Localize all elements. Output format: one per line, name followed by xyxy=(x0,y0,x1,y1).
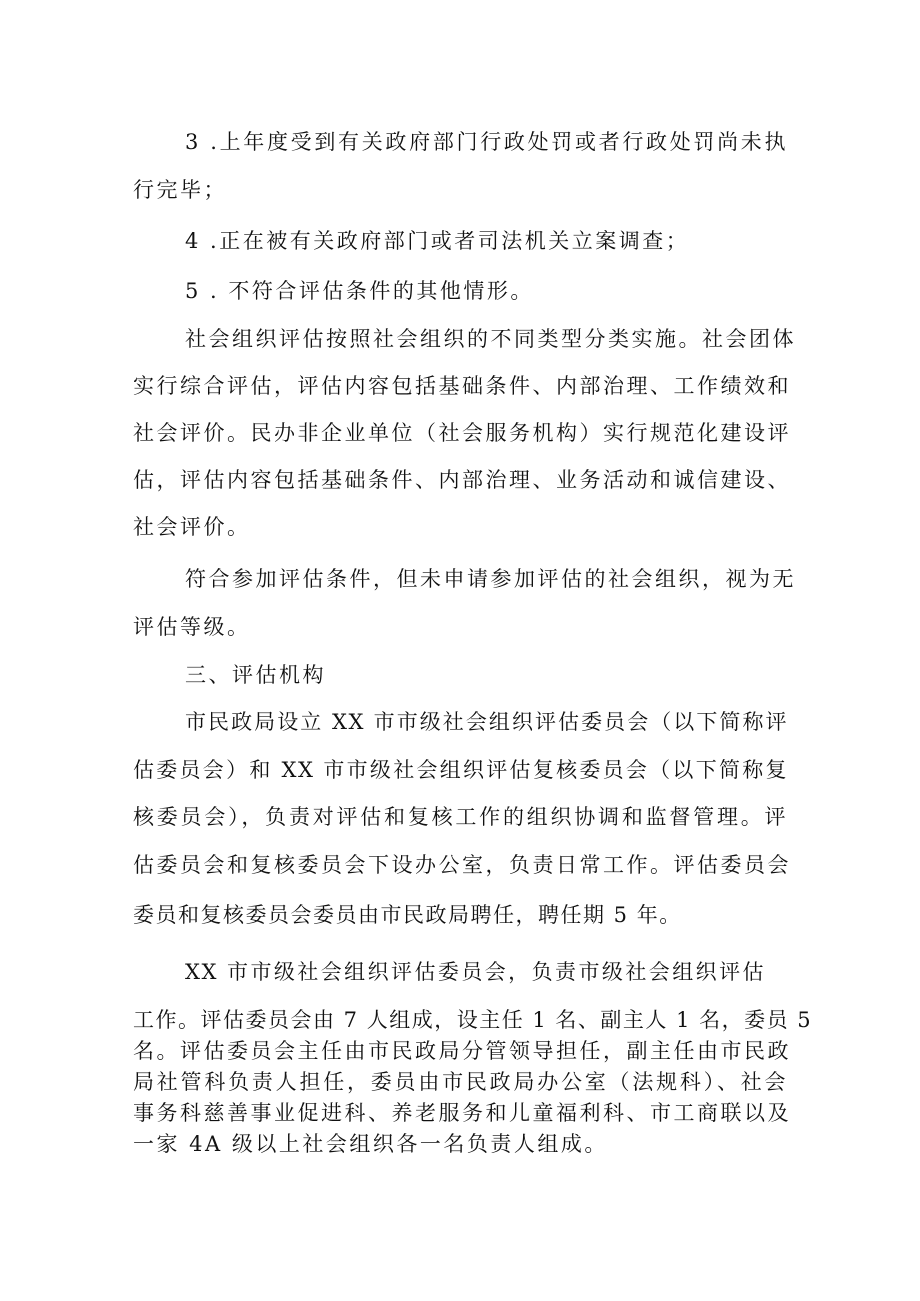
text-line: 5 . 不符合评估条件的其他情形。 xyxy=(185,279,534,303)
section-heading: 三、评估机构 xyxy=(185,663,326,687)
text-line: XX 市市级社会组织评估委员会，负责市级社会组织评估 xyxy=(185,960,765,984)
text-line: 事务科慈善事业促进科、养老服务和儿童福利科、市工商联以及 xyxy=(133,1101,791,1125)
text-line: 一家 4A 级以上社会组织各一名负责人组成。 xyxy=(133,1132,608,1156)
text-line: 核委员会），负责对评估和复核工作的组织协调和监督管理。评 xyxy=(133,805,788,829)
text-line: 局社管科负责人担任，委员由市民政局办公室（法规科）、社会 xyxy=(133,1070,788,1094)
text-line: 工作。评估委员会由 7 人组成，设主任 1 名、副主人 1 名，委员 5 xyxy=(133,1008,813,1032)
text-line: 市民政局设立 XX 市市级社会组织评估委员会（以下简称评 xyxy=(185,710,788,734)
text-line: 符合参加评估条件，但未申请参加评估的社会组织，视为无 xyxy=(185,567,796,591)
text-line: 4 .正在被有关政府部门或者司法机关立案调查； xyxy=(185,229,690,253)
text-line: 估委员会和复核委员会下设办公室，负责日常工作。评估委员会 xyxy=(133,853,791,877)
text-line: 行完毕； xyxy=(133,178,227,202)
text-line: 估委员会）和 XX 市市级社会组织评估复核委员会（以下简称复 xyxy=(133,758,788,782)
text-line: 委员和复核委员会委员由市民政局聘任，聘任期 5 年。 xyxy=(133,903,682,927)
text-line: 估，评估内容包括基础条件、内部治理、业务活动和诚信建设、 xyxy=(133,468,791,492)
text-line: 3 .上年度受到有关政府部门行政处罚或者行政处罚尚未执 xyxy=(185,130,788,154)
text-line: 社会组织评估按照社会组织的不同类型分类实施。社会团体 xyxy=(185,327,796,351)
text-line: 实行综合评估，评估内容包括基础条件、内部治理、工作绩效和 xyxy=(133,374,791,398)
text-line: 名。评估委员会主任由市民政局分管领导担任，副主任由市民政 xyxy=(133,1039,791,1063)
text-line: 社会评价。民办非企业单位（社会服务机构）实行规范化建设评 xyxy=(133,421,791,445)
text-line: 评估等级。 xyxy=(133,615,251,639)
text-line: 社会评价。 xyxy=(133,515,251,539)
